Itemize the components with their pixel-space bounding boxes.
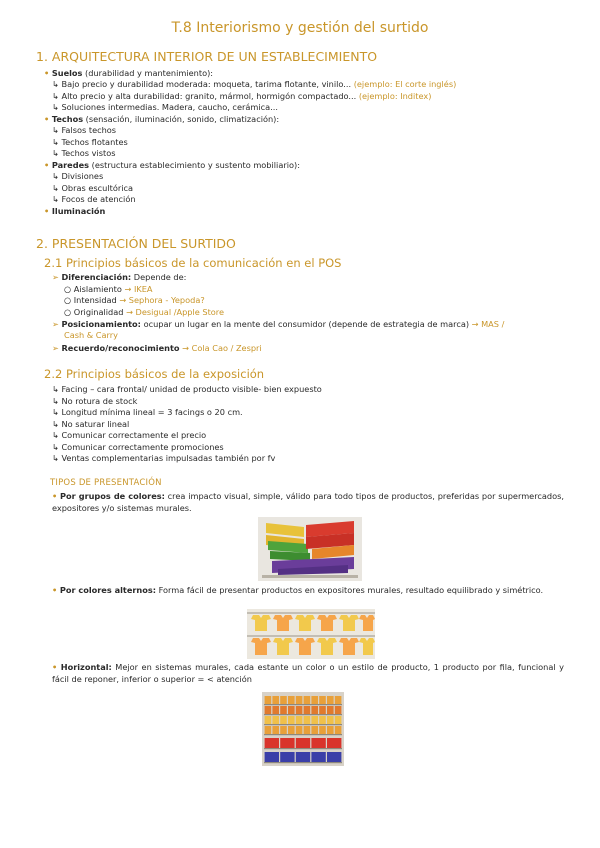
product-box	[280, 752, 294, 762]
product-box	[327, 696, 334, 704]
iluminacion-label: Iluminación	[51, 206, 106, 216]
techos-item: ↳ Techos flotantes	[52, 137, 128, 147]
bullet-dot: •	[44, 206, 50, 216]
product-box	[288, 726, 295, 734]
horizontal-desc: Mejor en sistemas murales, cada estante un color o un estilo de producto, 1 producto por fila, funcional y fácil de reponer, inferior o superior = < atención	[52, 662, 564, 684]
product-box	[296, 738, 310, 748]
product-box	[311, 696, 318, 704]
diferenciacion-desc: Depende de:	[131, 272, 187, 282]
techos-label: Techos	[51, 114, 84, 124]
page-title: T.8 Interiorismo y gestión del surtido	[171, 20, 429, 36]
product-box	[272, 716, 279, 724]
item-hint: → Desigual /Apple Store	[126, 307, 225, 317]
shelf-line	[264, 734, 342, 735]
product-box	[265, 726, 272, 734]
posicionamiento-desc: ocupar un lugar en la mente del consumidor (depende de estrategia de marca)	[140, 319, 472, 329]
product-box	[319, 726, 326, 734]
subsection-2-2-heading: 2.2 Principios básicos de la exposición	[44, 367, 265, 381]
paredes-item: ↳ Divisiones	[52, 171, 104, 181]
arrow-bullet-icon: ➢	[52, 319, 59, 329]
suelos-item	[52, 91, 431, 103]
recuerdo-hint: → Cola Cao / Zespri	[179, 343, 262, 353]
product-box	[327, 726, 334, 734]
suelos-item-text: ↳ Soluciones intermedias. Madera, caucho, cerámica...	[52, 102, 278, 112]
colores-alternos-image	[247, 609, 375, 659]
arrow-bullet-icon: ➢	[52, 343, 59, 353]
red-stack	[306, 521, 354, 549]
product-box	[296, 752, 310, 762]
shelf-line	[264, 748, 342, 749]
product-box	[280, 706, 287, 714]
product-box	[280, 738, 294, 748]
product-box	[335, 716, 342, 724]
exposicion-item: ↳ Facing – cara frontal/ unidad de producto visible- bien expuesto	[52, 384, 322, 394]
product-box	[296, 716, 303, 724]
diferenciacion-item	[64, 295, 205, 307]
tipos-presentacion-heading: TIPOS DE PRESENTACIÓN	[50, 478, 162, 488]
bullet-dot: •	[44, 114, 50, 124]
product-box	[288, 696, 295, 704]
bullet-dot: •	[52, 491, 58, 501]
iluminacion-line	[44, 206, 105, 218]
product-box	[304, 706, 311, 714]
diferenciacion-item	[64, 307, 224, 319]
exposicion-item: ↳ No rotura de stock	[52, 396, 138, 406]
product-box	[311, 716, 318, 724]
product-box	[335, 726, 342, 734]
product-box	[311, 738, 325, 748]
product-box	[304, 696, 311, 704]
shelf-line	[264, 724, 342, 725]
posicionamiento-hint-cont: Cash & Carry	[64, 330, 118, 340]
product-box	[327, 716, 334, 724]
subsection-2-1-heading: 2.1 Principios básicos de la comunicación en el POS	[44, 256, 342, 270]
paredes-desc: (estructura establecimiento y sustento mobiliario):	[89, 160, 300, 170]
exposicion-item: ↳ Comunicar correctamente el precio	[52, 430, 207, 440]
section2-heading: 2. PRESENTACIÓN DEL SURTIDO	[36, 236, 236, 251]
shelf-line	[264, 704, 342, 705]
bullet-dot: •	[44, 68, 50, 78]
suelos-item-text: ↳ Alto precio y alta durabilidad: granito, mármol, hormigón compactado...	[52, 91, 359, 101]
item-hint: → Sephora - Yepoda?	[119, 295, 205, 305]
product-box	[311, 706, 318, 714]
product-box	[280, 716, 287, 724]
product-box	[265, 716, 272, 724]
product-box	[272, 706, 279, 714]
alternos-label: Por colores alternos:	[59, 585, 157, 595]
exposicion-item: ↳ Comunicar correctamente promociones	[52, 442, 224, 452]
suelos-item-hint: (ejemplo: El corte inglés)	[353, 79, 457, 89]
exposicion-item: ↳ No saturar lineal	[52, 419, 130, 429]
suelos-item	[52, 102, 278, 114]
recuerdo-line	[52, 343, 262, 355]
suelos-item-text: ↳ Bajo precio y durabilidad moderada: moqueta, tarima flotante, vinilo...	[52, 79, 354, 89]
shelf-line	[264, 714, 342, 715]
posicionamiento-line	[52, 319, 504, 331]
recuerdo-label: Recuerdo/reconocimiento	[61, 343, 180, 353]
product-box	[288, 706, 295, 714]
item-text: ○ Intensidad	[64, 295, 120, 305]
paredes-line	[44, 160, 300, 172]
product-box	[319, 706, 326, 714]
techos-item: ↳ Techos vistos	[52, 148, 116, 158]
product-box	[280, 696, 287, 704]
techos-desc: (sensación, iluminación, sonido, climatización):	[83, 114, 280, 124]
product-box	[296, 706, 303, 714]
product-box	[311, 752, 325, 762]
product-box	[319, 716, 326, 724]
suelos-item-hint: (ejemplo: Inditex)	[358, 91, 432, 101]
product-box	[265, 696, 272, 704]
exposicion-item: ↳ Ventas complementarias impulsadas también por fv	[52, 453, 276, 463]
product-box	[265, 706, 272, 714]
paredes-item: ↳ Obras escultórica	[52, 183, 134, 193]
product-box	[304, 726, 311, 734]
product-box	[265, 738, 279, 748]
item-text: ○ Aislamiento	[64, 284, 125, 294]
product-box	[311, 726, 318, 734]
product-box	[327, 706, 334, 714]
techos-item: ↳ Falsos techos	[52, 125, 117, 135]
product-box	[296, 726, 303, 734]
product-box	[335, 696, 342, 704]
posicionamiento-label: Posicionamiento:	[61, 319, 141, 329]
product-box	[335, 706, 342, 714]
product-box	[296, 696, 303, 704]
shelf-line	[264, 762, 342, 763]
colores-alternos-paragraph	[52, 585, 564, 597]
paredes-label: Paredes	[51, 160, 90, 170]
alternos-desc: Forma fácil de presentar productos en expositores murales, resultado equilibrado y simétrico.	[156, 585, 544, 595]
product-box	[319, 696, 326, 704]
grupos-colores-paragraph	[52, 491, 564, 514]
techos-line	[44, 114, 279, 126]
diferenciacion-item	[64, 284, 153, 296]
diferenciacion-line	[52, 272, 186, 284]
product-box	[288, 716, 295, 724]
product-box	[304, 716, 311, 724]
product-box	[280, 726, 287, 734]
horizontal-label: Horizontal:	[60, 662, 112, 672]
grupos-desc: crea impacto visual, simple, válido para todo tipos de productos, preferidas por supermercados, expositores y/o sistemas murales.	[52, 491, 564, 513]
product-box	[272, 726, 279, 734]
bullet-dot: •	[52, 662, 58, 672]
exposicion-item: ↳ Longitud mínima lineal = 3 facings o 20 cm.	[52, 407, 243, 417]
bullet-dot: •	[52, 585, 58, 595]
suelos-line	[44, 68, 213, 80]
horizontal-shelves-image	[262, 692, 344, 766]
item-text: ○ Originalidad	[64, 307, 127, 317]
posicionamiento-hint: → MAS /	[471, 319, 505, 329]
item-hint: → IKEA	[124, 284, 153, 294]
product-box	[327, 738, 341, 748]
diferenciacion-label: Diferenciación:	[61, 272, 132, 282]
product-box	[272, 696, 279, 704]
horizontal-paragraph	[52, 662, 564, 685]
product-box	[265, 752, 279, 762]
suelos-item	[52, 79, 456, 91]
grupos-label: Por grupos de colores:	[60, 491, 165, 501]
product-box	[327, 752, 341, 762]
paredes-item: ↳ Focos de atención	[52, 194, 136, 204]
arrow-bullet-icon: ➢	[52, 272, 59, 282]
section1-heading: 1. ARQUITECTURA INTERIOR DE UN ESTABLECIMIENTO	[36, 49, 378, 64]
bullet-dot: •	[44, 160, 50, 170]
suelos-label: Suelos	[51, 68, 83, 78]
grupos-colores-image	[258, 517, 362, 581]
suelos-desc: (durabilidad y mantenimiento):	[82, 68, 214, 78]
